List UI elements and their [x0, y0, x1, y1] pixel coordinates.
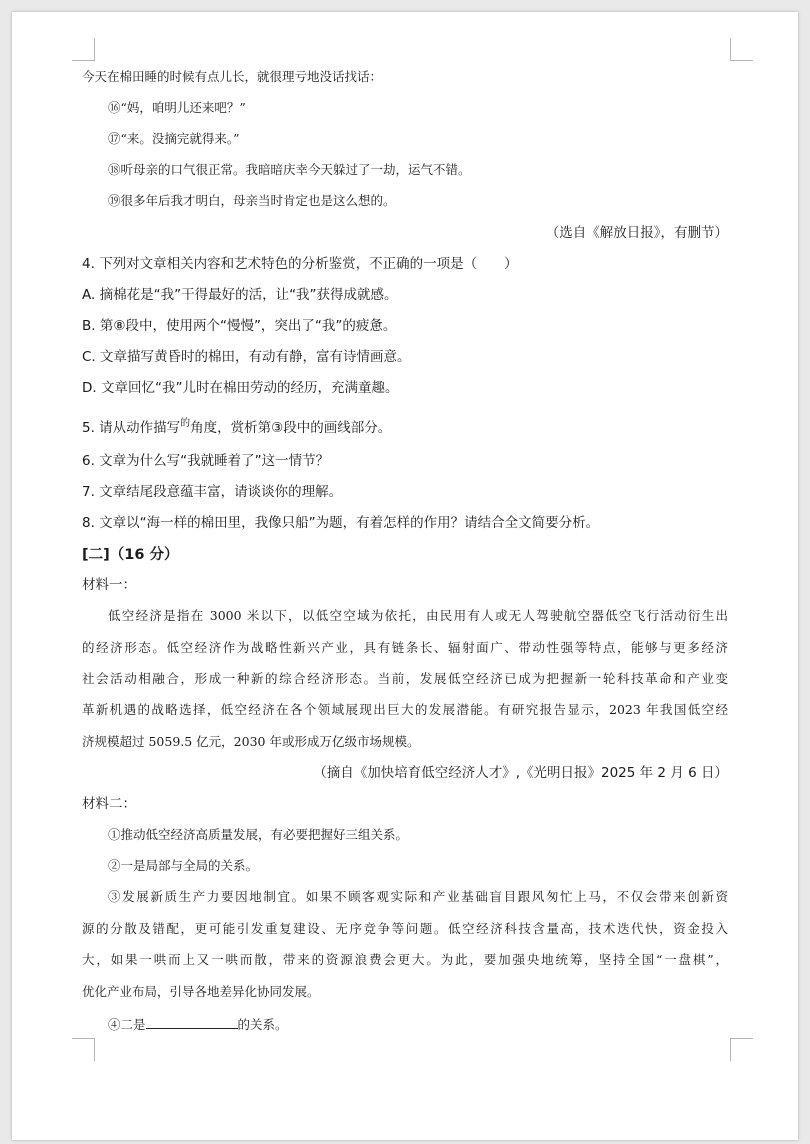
paragraph-19: ⑲很多年后我才明白，母亲当时肯定也是这么想的。	[108, 193, 396, 208]
fill-in-blank	[146, 1017, 238, 1029]
question-4-option-d: D. 文章回忆“我”儿时在棉田劳动的经历，充满童趣。	[82, 380, 399, 396]
question-5	[82, 418, 392, 436]
material-2-paragraph-1: ①推动低空经济高质量发展，有必要把握好三组关系。	[108, 827, 409, 842]
question-4-option-b: B. 第⑧段中，使用两个“慢慢”，突出了“我”的疲惫。	[82, 318, 397, 334]
question-6: 6. 文章为什么写“我就睡着了”这一情节？	[82, 453, 330, 469]
document-page	[12, 12, 798, 1140]
passage-intro-line: 今天在棉田睡的时候有点儿长，就很理亏地没话找话：	[82, 69, 383, 84]
material-1-source: （摘自《加快培育低空经济人才》,《光明日报》2025 年 2 月 6 日）	[313, 765, 728, 781]
paragraph-4-lead: ④二是	[108, 1017, 146, 1032]
margin-corner-mark	[72, 38, 95, 61]
question-5-text: 5. 请从动作描写	[82, 420, 181, 436]
margin-corner-mark	[72, 1038, 95, 1061]
material-2-paragraph-3-line: 优化产业布局，引导各地差异化协同发展。	[82, 984, 320, 999]
question-4-option-a: A. 摘棉花是“我”干得最好的活，让“我”获得成就感。	[82, 287, 398, 303]
material-2-paragraph-3-line: 大，如果一哄而上又一哄而散，带来的资源浪费会更大。为此，要加强央地统筹，坚持全国“一盘棋”，	[82, 952, 728, 967]
material-2-paragraph-4	[108, 1017, 288, 1032]
paragraph-17: ⑰“来。没摘完就得来。”	[108, 131, 240, 146]
material-2-paragraph-3-line: ③发展新质生产力要因地制宜。如果不顾客观实际和产业基础盲目跟风匆忙上马，不仅会带来创新资	[108, 889, 728, 904]
material-2-paragraph-2: ②一是局部与全局的关系。	[108, 858, 259, 873]
paragraph-16: ⑯“妈，咱明儿还来吧？”	[108, 100, 246, 115]
margin-corner-mark	[730, 38, 753, 61]
material-2-paragraph-3-line: 源的分散及错配，更可能引发重复建设、无序竞争等问题。低空经济科技含量高，技术迭代快，资金投入	[82, 921, 728, 936]
material-1-line: 的经济形态。低空经济作为战略性新兴产业，具有链条长、辐射面广、带动性强等特点，能够与更多经济	[82, 640, 728, 655]
question-5-inserted-char: 的	[180, 418, 191, 429]
paragraph-4-tail: 的关系。	[237, 1017, 288, 1032]
question-4: 4. 下列对文章相关内容和艺术特色的分析鉴赏，不正确的一项是（ ）	[82, 256, 518, 272]
material-1-line: 低空经济是指在 3000 米以下，以低空空域为依托，由民用有人或无人驾驶航空器低空飞行活动衍生出	[108, 608, 728, 623]
margin-corner-mark	[730, 1038, 753, 1061]
section-heading: [二]（16 分）	[82, 547, 179, 563]
question-4-option-c: C. 文章描写黄昏时的棉田，有动有静，富有诗情画意。	[82, 349, 411, 365]
question-8: 8. 文章以“海一样的棉田里，我像只船”为题，有着怎样的作用？请结合全文简要分析。	[82, 515, 600, 531]
passage-source: （选自《解放日报》，有删节）	[545, 225, 728, 241]
paragraph-18: ⑱听母亲的口气很正常。我暗暗庆幸今天躲过了一劫，运气不错。	[108, 162, 471, 177]
material-1-line: 社会活动相融合，形成一种新的综合经济形态。当前，发展低空经济已成为把握新一轮科技革命和产业变	[82, 671, 728, 686]
material-2-label: 材料二：	[82, 796, 136, 812]
material-1-line: 济规模超过 5059.5 亿元，2030 年或形成万亿级市场规模。	[82, 734, 420, 749]
material-1-label: 材料一：	[82, 577, 136, 593]
question-5-text-end: 角度，赏析第③段中的画线部分。	[190, 420, 392, 436]
material-1-line: 革新机遇的战略选择，低空经济在各个领域展现出巨大的发展潜能。有研究报告显示，2023 年我国低空经	[82, 702, 728, 717]
question-7: 7. 文章结尾段意蕴丰富，请谈谈你的理解。	[82, 484, 343, 500]
